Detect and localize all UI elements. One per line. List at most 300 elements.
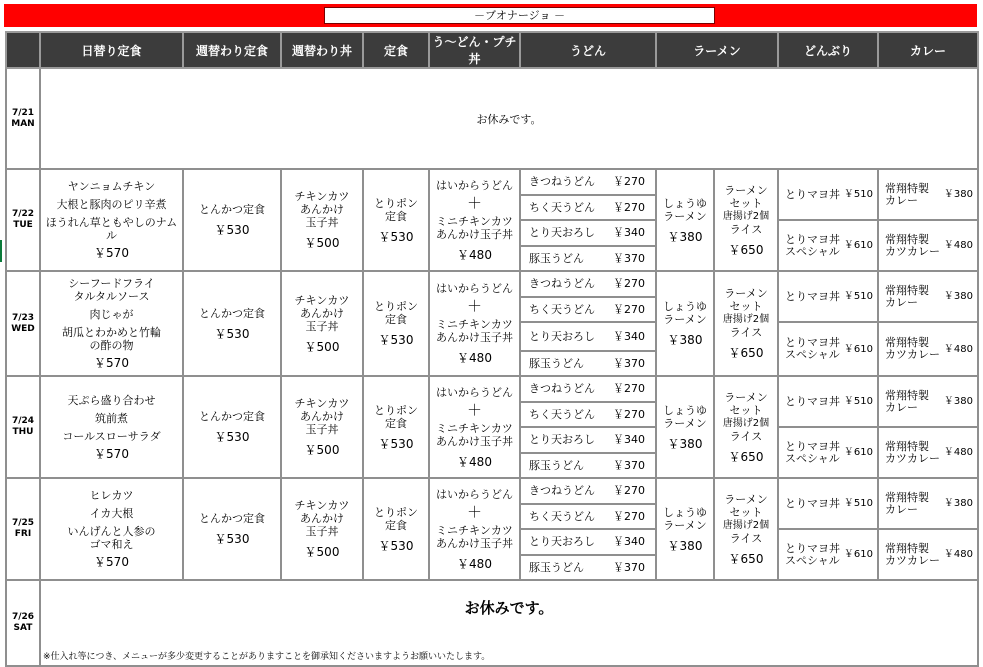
- curry-item: [879, 441, 977, 465]
- teishoku-name: とりポン: [374, 505, 418, 519]
- weekly-set-price: ￥530: [214, 532, 250, 546]
- udon-price: ￥270: [613, 302, 645, 316]
- shoyu-ramen-name: しょうゆ: [663, 505, 707, 519]
- weekly-set-name: とんかつ定食: [199, 203, 265, 216]
- curry-name-line: 常翔特製: [885, 181, 929, 195]
- plus-sign: ＋: [466, 193, 482, 212]
- header-donburi: どんぶり: [778, 32, 878, 68]
- donburi-name-line: スペシャル: [785, 451, 840, 465]
- header-weekly-set: 週替わり定食: [183, 32, 281, 68]
- udon-item-cell: [520, 322, 656, 351]
- header-udon: うどん: [520, 32, 656, 68]
- donburi-cell: [778, 169, 878, 220]
- donburi-name-line: とりマヨ丼: [785, 336, 840, 349]
- curry-name-line: 常翔特製: [885, 439, 929, 453]
- daily-price: ￥570: [94, 555, 129, 569]
- curry-price: ￥380: [943, 396, 973, 407]
- udon-don-cell: [429, 169, 520, 271]
- udon-item: [521, 382, 655, 395]
- udon-name: ちく天うどん: [529, 509, 595, 523]
- donburi-name-line: とりマヨ丼: [785, 541, 840, 555]
- donburi-name-line: とりマヨ丼: [785, 439, 840, 453]
- teishoku-cell: [363, 478, 429, 580]
- date-text: 7/24: [11, 416, 35, 426]
- weekly-don-name: 玉子丼: [305, 525, 339, 538]
- udon-item: [521, 175, 655, 188]
- udon-item: [521, 303, 655, 316]
- daily-price: ￥570: [94, 356, 129, 370]
- day-row: [6, 271, 978, 297]
- weekly-set-name: とんかつ定食: [199, 512, 265, 525]
- donburi-name-line: スペシャル: [785, 244, 840, 258]
- daily-dish: イカ大根: [89, 507, 134, 520]
- udon-name: 豚玉うどん: [529, 251, 584, 265]
- donburi-cell: [778, 529, 878, 580]
- donburi-name: [785, 441, 840, 465]
- curry-name-line: カツカレー: [885, 244, 940, 258]
- donburi-price: ￥510: [843, 189, 873, 200]
- teishoku-name: 定食: [385, 313, 407, 326]
- udon-don-cell: [429, 376, 520, 478]
- weekday-text: THU: [12, 427, 34, 437]
- udon-price: ￥270: [613, 484, 645, 498]
- udon-name: きつねうどん: [529, 382, 595, 396]
- curry-item: [879, 337, 977, 361]
- curry-price: ￥380: [943, 498, 973, 509]
- curry-item: [879, 390, 977, 414]
- weekly-don-name: チキンカツ: [294, 190, 350, 203]
- daily-dish: 天ぷら盛り合わせ: [67, 393, 156, 407]
- donburi-cell: [778, 376, 878, 427]
- udon-item-cell: [520, 402, 656, 428]
- curry-cell: [878, 271, 978, 322]
- udon-item-cell: [520, 195, 656, 221]
- udon-don-name: あんかけ玉子丼: [436, 434, 513, 448]
- ramen-set-line: ライス: [729, 222, 763, 236]
- ramen-set-line: セット: [729, 196, 763, 210]
- weekly-don-name: あんかけ: [300, 410, 344, 423]
- curry-item: [879, 183, 977, 207]
- udon-item-cell: [520, 504, 656, 530]
- udon-don-name: あんかけ玉子丼: [436, 536, 513, 550]
- weekly-don-price: ￥500: [304, 236, 340, 250]
- ramen-set-line: セット: [729, 505, 763, 519]
- shoyu-ramen-name: しょうゆ: [663, 196, 707, 210]
- udon-name: 豚玉うどん: [529, 356, 584, 370]
- date-text: 7/25: [11, 518, 35, 528]
- daily-dish: ヒレカツ: [89, 489, 134, 502]
- curry-name: [885, 337, 940, 361]
- plus-sign: ＋: [466, 502, 482, 521]
- udon-item: [521, 433, 655, 446]
- udon-don-name: はいからうどん: [436, 385, 513, 399]
- teishoku-name: とりポン: [374, 300, 418, 313]
- curry-item: [879, 543, 977, 567]
- curry-name-line: 常翔特製: [885, 283, 929, 297]
- udon-don-price: ￥480: [457, 454, 492, 469]
- day-row: [6, 376, 978, 402]
- ramen-set-price: ￥650: [728, 551, 764, 566]
- daily-dish: 大根と豚肉のピリ辛煮: [56, 198, 167, 211]
- weekly-don-name: 玉子丼: [305, 216, 339, 229]
- teishoku-name: 定食: [385, 416, 407, 430]
- curry-item: [879, 492, 977, 516]
- teishoku-price: ￥530: [378, 333, 414, 347]
- udon-price: ￥370: [613, 356, 645, 370]
- donburi-name-line: とりマヨ丼: [785, 496, 840, 510]
- closed-notice: [40, 68, 978, 169]
- curry-price: ￥480: [943, 447, 973, 458]
- date-cell: [6, 376, 40, 478]
- daily-dish: いんげんと人参の ゴマ和え: [67, 525, 156, 551]
- udon-item-cell: [520, 478, 656, 504]
- teishoku-name: とりポン: [374, 403, 418, 417]
- shoyu-ramen-name: ラーメン: [663, 518, 707, 532]
- shoyu-ramen-price: ￥380: [667, 538, 703, 553]
- udon-item-cell: [520, 297, 656, 323]
- weekly-don-name: あんかけ: [300, 306, 344, 320]
- teishoku-price: ￥530: [378, 538, 414, 553]
- donburi-cell: [778, 220, 878, 271]
- udon-item: [521, 484, 655, 497]
- header-weekly-don: 週替わり丼: [281, 32, 363, 68]
- daily-dish: ほうれん草ともやしのナムル: [45, 216, 178, 242]
- day-row-holiday: [6, 580, 978, 666]
- donburi-name-line: とりマヨ丼: [785, 394, 840, 408]
- donburi-item: [779, 337, 877, 361]
- shoyu-ramen-price: ￥380: [667, 333, 703, 347]
- weekday-text: TUE: [13, 220, 33, 230]
- weekly-don-cell: [281, 169, 363, 271]
- donburi-name-line: スペシャル: [785, 553, 840, 567]
- ramen-set-line: 唐揚げ2個: [722, 210, 770, 222]
- curry-name-line: カレー: [885, 193, 918, 207]
- header-ramen: ラーメン: [656, 32, 778, 68]
- udon-don-name: はいからうどん: [436, 178, 513, 192]
- header-curry: カレー: [878, 32, 978, 68]
- udon-price: ￥270: [613, 277, 645, 291]
- udon-don-name: ミニチキンカツ: [436, 523, 513, 537]
- donburi-price: ￥610: [843, 447, 873, 458]
- teishoku-cell: [363, 169, 429, 271]
- udon-name: ちく天うどん: [529, 200, 595, 214]
- donburi-item: [779, 290, 877, 303]
- udon-item-cell: [520, 529, 656, 555]
- donburi-name-line: とりマヨ丼: [785, 232, 840, 246]
- udon-name: とり天おろし: [529, 535, 595, 549]
- udon-don-price: ￥480: [457, 247, 492, 262]
- curry-name-line: カツカレー: [885, 451, 940, 465]
- shoyu-ramen-name: ラーメン: [663, 416, 707, 430]
- udon-price: ￥270: [613, 382, 645, 396]
- date-text: 7/21: [11, 107, 35, 118]
- udon-item: [521, 201, 655, 214]
- donburi-item: [779, 497, 877, 510]
- udon-don-cell: [429, 478, 520, 580]
- curry-name-line: カレー: [885, 295, 918, 309]
- teishoku-cell: [363, 376, 429, 478]
- shoyu-ramen-name: ラーメン: [663, 313, 707, 326]
- header-banner: [4, 4, 977, 27]
- closed-text: お休みです。: [476, 112, 542, 126]
- udon-item-cell: [520, 376, 656, 402]
- udon-item-cell: [520, 453, 656, 479]
- curry-name-line: 常翔特製: [885, 336, 929, 349]
- donburi-price: ￥510: [843, 291, 873, 302]
- weekly-don-name: チキンカツ: [294, 293, 350, 307]
- udon-don-name: はいからうどん: [436, 487, 513, 501]
- donburi-cell: [778, 478, 878, 529]
- daily-special-cell: [40, 169, 183, 271]
- udon-name: きつねうどん: [529, 484, 595, 498]
- teishoku-name: 定食: [385, 518, 407, 532]
- udon-name: 豚玉うどん: [529, 458, 584, 472]
- teishoku-cell: [363, 271, 429, 376]
- udon-item: [521, 510, 655, 523]
- weekly-don-name: 玉子丼: [305, 319, 339, 333]
- ramen-set-cell: [714, 478, 778, 580]
- udon-don-price: ￥480: [457, 556, 492, 571]
- ramen-set-cell: [714, 169, 778, 271]
- curry-name-line: 常翔特製: [885, 541, 929, 555]
- udon-item: [521, 226, 655, 239]
- date-text: 7/23: [11, 312, 35, 323]
- date-text: 7/26: [11, 612, 35, 622]
- weekly-don-price: ￥500: [304, 545, 340, 559]
- udon-don-name: あんかけ玉子丼: [436, 331, 513, 344]
- udon-don-name: ミニチキンカツ: [436, 421, 513, 435]
- udon-item: [521, 561, 655, 574]
- curry-price: ￥480: [943, 240, 973, 251]
- weekly-set-price: ￥530: [214, 430, 250, 444]
- ramen-set-price: ￥650: [728, 242, 764, 257]
- curry-name-line: カレー: [885, 502, 918, 516]
- curry-cell: [878, 322, 978, 376]
- weekly-don-price: ￥500: [304, 339, 340, 354]
- weekday-text: WED: [11, 323, 35, 334]
- donburi-name-line: スペシャル: [785, 348, 840, 361]
- header-row: [6, 32, 978, 68]
- curry-cell: [878, 220, 978, 271]
- weekday-text: FRI: [14, 529, 32, 539]
- restaurant-name: －ブオナージョ －: [324, 7, 715, 24]
- donburi-name: [785, 498, 840, 510]
- curry-price: ￥380: [943, 291, 973, 302]
- daily-price: ￥570: [94, 446, 129, 461]
- curry-name: [885, 543, 940, 567]
- donburi-cell: [778, 271, 878, 322]
- daily-dish: 肉じゃが: [89, 308, 134, 321]
- curry-name: [885, 492, 929, 516]
- udon-name: とり天おろし: [529, 226, 595, 240]
- date-cell: [6, 271, 40, 376]
- curry-name-line: 常翔特製: [885, 388, 929, 402]
- udon-item-cell: [520, 246, 656, 272]
- date-text: 7/22: [11, 209, 35, 219]
- date-cell: [6, 169, 40, 271]
- ramen-set-line: ラーメン: [724, 492, 768, 506]
- donburi-price: ￥610: [843, 240, 873, 251]
- weekly-don-name: 玉子丼: [305, 423, 339, 436]
- udon-price: ￥370: [613, 251, 645, 265]
- daily-special-cell: [40, 478, 183, 580]
- udon-price: ￥370: [613, 560, 645, 574]
- day-row: [6, 169, 978, 195]
- daily-dish: ヤンニョムチキン: [67, 180, 156, 193]
- corner-cell: [6, 32, 40, 68]
- date-cell: [6, 580, 40, 666]
- ramen-set-price: ￥650: [728, 449, 764, 464]
- daily-dish: 胡瓜とわかめと竹輪 の酢の物: [62, 326, 161, 352]
- teishoku-price: ￥530: [378, 436, 414, 451]
- weekday-text: MAN: [11, 118, 35, 129]
- weekly-set-name: とんかつ定食: [199, 410, 265, 423]
- day-row: [6, 478, 978, 504]
- plus-sign: ＋: [466, 297, 482, 315]
- weekly-don-cell: [281, 376, 363, 478]
- weekly-don-name: あんかけ: [300, 203, 344, 216]
- donburi-name: [785, 234, 840, 258]
- udon-price: ￥370: [613, 458, 645, 472]
- weekly-don-cell: [281, 478, 363, 580]
- curry-name-line: カレー: [885, 400, 918, 414]
- donburi-item: [779, 395, 877, 408]
- shoyu-ramen-price: ￥380: [667, 229, 703, 244]
- udon-item: [521, 252, 655, 265]
- donburi-price: ￥610: [843, 549, 873, 560]
- left-edge-marker: [0, 240, 2, 262]
- donburi-name-line: とりマヨ丼: [785, 289, 840, 303]
- udon-item: [521, 408, 655, 421]
- udon-price: ￥340: [613, 329, 645, 343]
- shoyu-ramen-cell: [656, 169, 714, 271]
- weekly-set-price: ￥530: [214, 223, 250, 237]
- donburi-price: ￥510: [843, 498, 873, 509]
- donburi-name-line: とりマヨ丼: [785, 187, 840, 201]
- udon-item-cell: [520, 555, 656, 581]
- ramen-set-cell: [714, 271, 778, 376]
- weekly-set-price: ￥530: [214, 326, 250, 341]
- curry-name-line: 常翔特製: [885, 232, 929, 246]
- curry-item: [879, 234, 977, 258]
- weekly-set-name: とんかつ定食: [199, 306, 265, 320]
- udon-don-name: はいからうどん: [436, 282, 513, 295]
- udon-item-cell: [520, 271, 656, 297]
- ramen-set-line: 唐揚げ2個: [722, 417, 770, 429]
- donburi-item: [779, 543, 877, 567]
- udon-don-name: あんかけ玉子丼: [436, 227, 513, 241]
- udon-item-cell: [520, 169, 656, 195]
- donburi-name: [785, 291, 840, 303]
- curry-cell: [878, 376, 978, 427]
- udon-name: きつねうどん: [529, 277, 595, 291]
- ramen-set-price: ￥650: [728, 346, 764, 360]
- udon-don-name: ミニチキンカツ: [436, 318, 513, 331]
- donburi-item: [779, 441, 877, 465]
- daily-price: ￥570: [94, 246, 129, 260]
- donburi-cell: [778, 322, 878, 376]
- curry-cell: [878, 478, 978, 529]
- teishoku-name: とりポン: [374, 196, 418, 210]
- donburi-cell: [778, 427, 878, 478]
- curry-name: [885, 390, 929, 414]
- shoyu-ramen-name: しょうゆ: [663, 300, 707, 313]
- ramen-set-line: ラーメン: [724, 183, 768, 197]
- donburi-name: [785, 189, 840, 201]
- curry-price: ￥380: [943, 189, 973, 200]
- weekly-set-cell: [183, 271, 281, 376]
- donburi-item: [779, 234, 877, 258]
- curry-name: [885, 441, 940, 465]
- curry-item: [879, 285, 977, 309]
- shoyu-ramen-cell: [656, 478, 714, 580]
- udon-item-cell: [520, 351, 656, 377]
- date-cell: [6, 478, 40, 580]
- donburi-name: [785, 543, 840, 567]
- daily-dish: 筑前煮: [95, 411, 128, 425]
- udon-name: ちく天うどん: [529, 407, 595, 421]
- ramen-set-line: ラーメン: [724, 287, 768, 300]
- udon-don-name: ミニチキンカツ: [436, 214, 513, 228]
- udon-item-cell: [520, 427, 656, 453]
- weekly-don-name: チキンカツ: [294, 397, 350, 410]
- plus-sign: ＋: [466, 400, 482, 419]
- donburi-name: [785, 337, 840, 361]
- curry-cell: [878, 427, 978, 478]
- udon-item: [521, 459, 655, 472]
- date-cell: [6, 68, 40, 169]
- curry-price: ￥480: [943, 549, 973, 560]
- udon-price: ￥270: [613, 200, 645, 214]
- shoyu-ramen-price: ￥380: [667, 436, 703, 451]
- curry-name-line: カツカレー: [885, 348, 940, 361]
- donburi-price: ￥610: [843, 343, 873, 355]
- day-row-holiday: [6, 68, 978, 169]
- weekly-don-price: ￥500: [304, 443, 340, 457]
- curry-name: [885, 183, 929, 207]
- ramen-set-line: セット: [729, 300, 763, 313]
- weekday-text: SAT: [13, 623, 33, 633]
- udon-don-price: ￥480: [457, 351, 492, 365]
- udon-name: 豚玉うどん: [529, 560, 584, 574]
- udon-item: [521, 277, 655, 290]
- shoyu-ramen-name: ラーメン: [663, 209, 707, 223]
- curry-name: [885, 234, 940, 258]
- daily-special-cell: [40, 376, 183, 478]
- weekly-set-cell: [183, 376, 281, 478]
- weekly-don-name: あんかけ: [300, 512, 344, 525]
- shoyu-ramen-name: しょうゆ: [663, 403, 707, 417]
- udon-name: きつねうどん: [529, 175, 595, 189]
- ramen-set-line: セット: [729, 403, 763, 417]
- teishoku-price: ￥530: [378, 229, 414, 244]
- udon-price: ￥270: [613, 509, 645, 523]
- closed-notice: [40, 580, 978, 666]
- udon-price: ￥340: [613, 226, 645, 240]
- curry-name-line: 常翔特製: [885, 490, 929, 504]
- udon-item-cell: [520, 220, 656, 246]
- donburi-item: [779, 188, 877, 201]
- ramen-set-line: ライス: [729, 531, 763, 545]
- curry-cell: [878, 529, 978, 580]
- udon-price: ￥340: [613, 433, 645, 447]
- udon-price: ￥270: [613, 407, 645, 421]
- ramen-set-line: ライス: [729, 429, 763, 443]
- udon-name: とり天おろし: [529, 433, 595, 447]
- closed-text: お休みです。: [464, 599, 554, 617]
- weekly-don-name: チキンカツ: [294, 499, 350, 512]
- shoyu-ramen-cell: [656, 376, 714, 478]
